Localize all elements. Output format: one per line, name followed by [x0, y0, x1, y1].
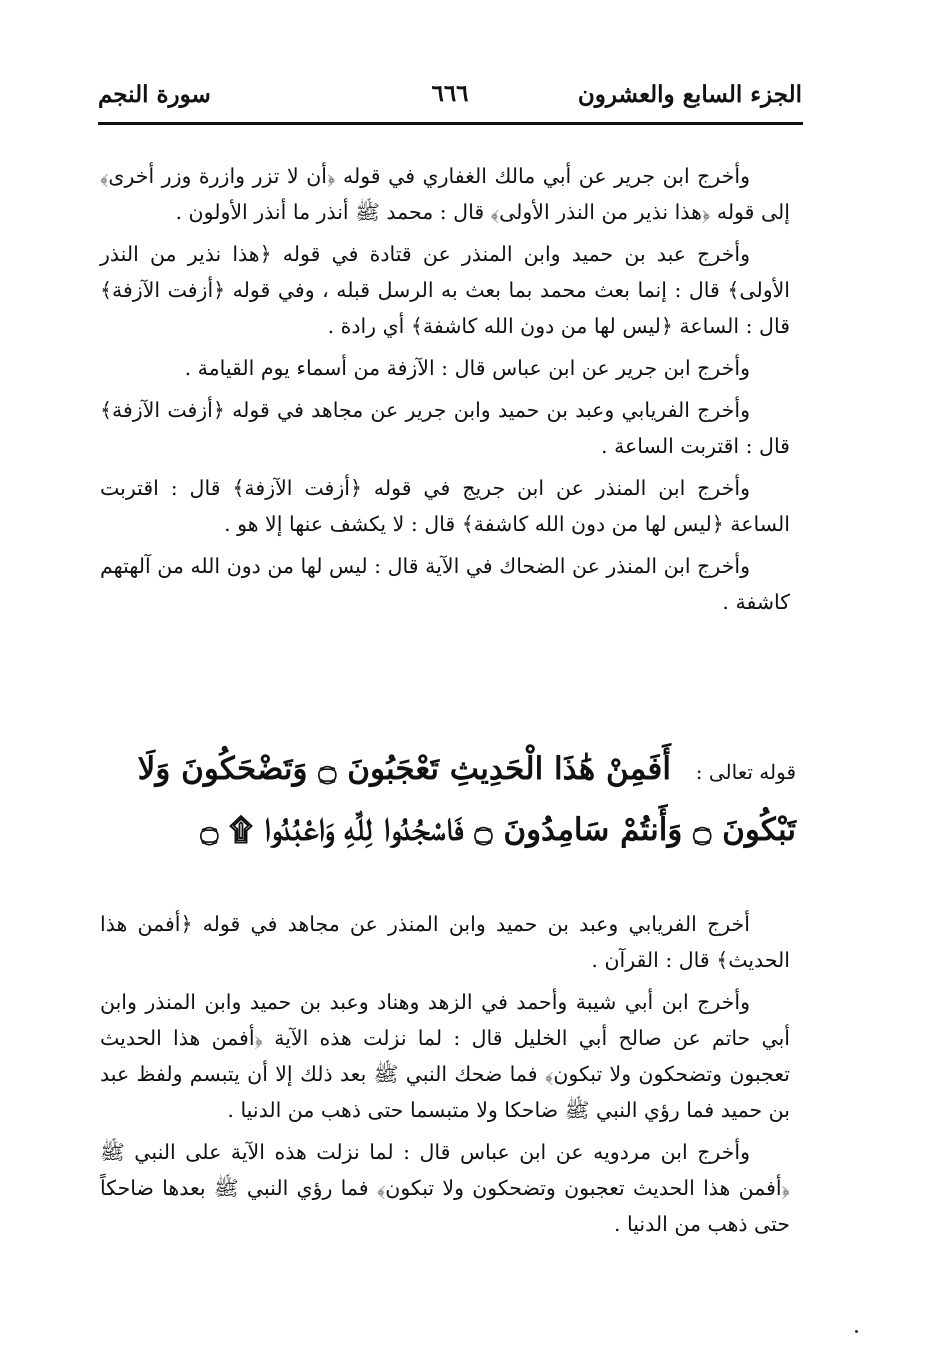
surah-title: سورة النجم	[98, 80, 211, 108]
paragraph: وأخرج عبد بن حميد وابن المنذر عن قتادة في قوله ﴿هذا نذير من النذر الأولى﴾ قال : إنما بعث محمد بما بعث به الرسل قبله ، وفي قوله ﴿أزفت الآزفة﴾ قال : الساعة ﴿ليس لها من دون الله كاشفة﴾ أي رادة .	[100, 242, 790, 338]
part-title: الجزء السابع والعشرون	[577, 80, 802, 108]
quranic-verse	[96, 740, 796, 859]
paragraph: وأخرج ابن المنذر عن الضحاك في الآية قال : ليس لها من دون الله من آلهتهم كاشفة .	[100, 554, 790, 614]
paragraph: وأخرج ابن المنذر عن ابن جريج في قوله ﴿أزفت الآزفة﴾ قال : اقتربت الساعة ﴿ليس لها من دون الله كاشفة﴾ قال : لا يكشف عنها إلا هو .	[100, 476, 790, 536]
page-number: ٦٦٦	[431, 80, 469, 107]
top-text-block	[100, 158, 790, 626]
running-header	[98, 74, 802, 114]
paragraph: وأخرج الفريابي وعبد بن حميد وابن جرير عن مجاهد في قوله ﴿أزفت الآزفة﴾ قال : اقتربت الساعة .	[100, 398, 790, 458]
scan-mark	[855, 1330, 858, 1333]
verse-intro: قوله تعالى :	[695, 760, 796, 784]
bottom-text-block	[100, 906, 790, 1248]
paragraph: وأخرج ابن مردويه عن ابن عباس قال : لما نزلت هذه الآية على النبي ﷺ ﴿أفمن هذا الحديث تعجبون وتضحكون ولا تبكون﴾ فما رؤي النبي ﷺ بعدها ضاحكاً حتى ذهب من الدنيا .	[100, 1140, 790, 1236]
paragraph: أخرج الفريابي وعبد بن حميد وابن المنذر عن مجاهد في قوله ﴿أفمن هذا الحديث﴾ قال : القرآن .	[100, 912, 790, 972]
paragraph: وأخرج ابن أبي شيبة وأحمد في الزهد وهناد وعبد بن حميد وابن المنذر وابن أبي حاتم عن صالح أبي الخليل قال : لما نزلت هذه الآية ﴿أفمن هذا الحديث تعجبون وتضحكون ولا تبكون﴾ فما ضحك النبي ﷺ بعد ذلك إلا أن يتبسم ولفظ عبد بن حميد فما رؤي النبي ﷺ ضاحكا ولا متبسما حتى ذهب من الدنيا .	[100, 990, 790, 1122]
paragraph: وأخرج ابن جرير عن ابن عباس قال : الآزفة من أسماء يوم القيامة .	[184, 356, 750, 380]
header-rule	[98, 122, 803, 125]
paragraph: وأخرج ابن جرير عن أبي مالك الغفاري في قوله ﴿أن لا تزر وازرة وزر أخرى﴾ إلى قوله ﴿هذا نذير من النذر الأولى﴾ قال : محمد ﷺ أنذر ما أنذر الأولون .	[100, 164, 790, 224]
verse-text: أَفَمِنْ هَٰذَا الْحَدِيثِ تَعْجَبُونَ ۝ وَتَضْحَكُونَ وَلَا تَبْكُونَ ۝ وَأَنتُمْ سَامِدُونَ ۝ فَاسْجُدُوا لِلَّهِ وَاعْبُدُوا ۩ ۝	[137, 751, 796, 848]
